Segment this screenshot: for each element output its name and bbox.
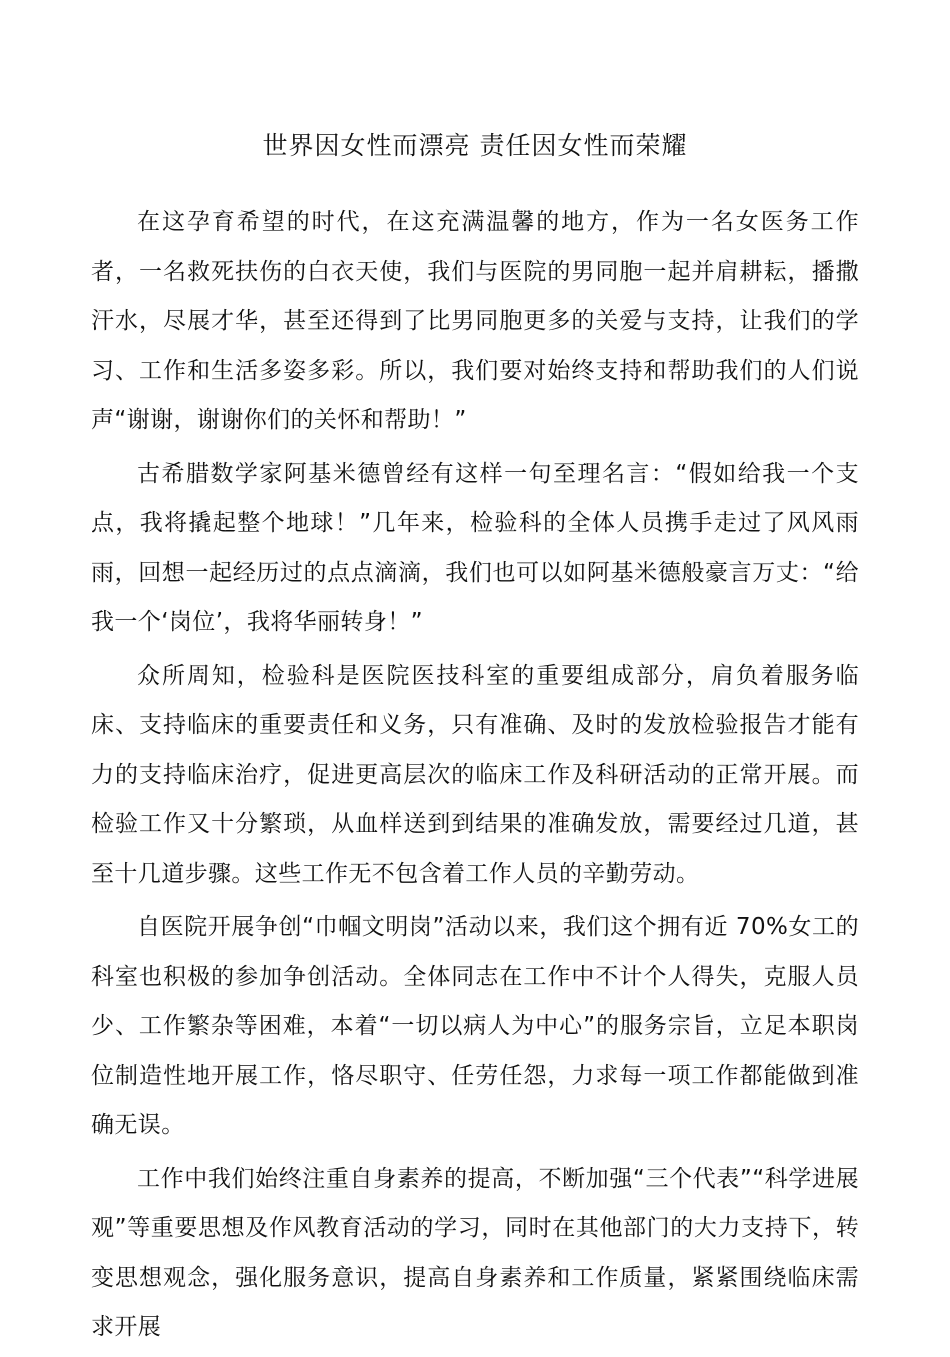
document-title: 世界因女性而漂亮 责任因女性而荣耀 bbox=[262, 131, 688, 160]
paragraph-4: 自医院开展争创“巾帼文明岗”活动以来，我们这个拥有近 70%女工的科室也积极的参加争创活动。全体同志在工作中不计个人得失，克服人员少、工作繁杂等困难，本着“一切以病人为中心”的服务宗旨，立足本职岗位制造性地开展工作，恪尽职守、任劳任怨，力求每一项工作都能做到准确无误。 bbox=[91, 914, 859, 1138]
document-body bbox=[91, 198, 859, 1357]
paragraph-2: 古希腊数学家阿基米德曾经有这样一句至理名言：“假如给我一个支点，我将撬起整个地球！”几年来，检验科的全体人员携手走过了风风雨雨，回想一起经历过的点点滴滴，我们也可以如阿基米德般豪言万丈：“给我一个‘岗位’，我将华丽转身！” bbox=[91, 460, 859, 635]
paragraph-1: 在这孕育希望的时代，在这充满温馨的地方，作为一名女医务工作者，一名救死扶伤的白衣天使，我们与医院的男同胞一起并肩耕耘，播撒汗水，尽展才华，甚至还得到了比男同胞更多的关爱与支持，让我们的学习、工作和生活多姿多彩。所以，我们要对始终支持和帮助我们的人们说声“谢谢，谢谢你们的关怀和帮助！” bbox=[91, 209, 859, 433]
paragraph-3: 众所周知，检验科是医院医技科室的重要组成部分，肩负着服务临床、支持临床的重要责任和义务，只有准确、及时的发放检验报告才能有力的支持临床治疗，促进更高层次的临床工作及科研活动的正常开展。而检验工作又十分繁琐，从血样送到到结果的准确发放，需要经过几道，甚至十几道步骤。这些工作无不包含着工作人员的辛勤劳动。 bbox=[91, 662, 859, 887]
paragraph-5: 工作中我们始终注重自身素养的提高，不断加强“三个代表”“科学进展观”等重要思想及作风教育活动的学习，同时在其他部门的大力支持下，转变思想观念，强化服务意识，提高自身素养和工作质量，紧紧围绕临床需求开展 bbox=[91, 1165, 859, 1340]
